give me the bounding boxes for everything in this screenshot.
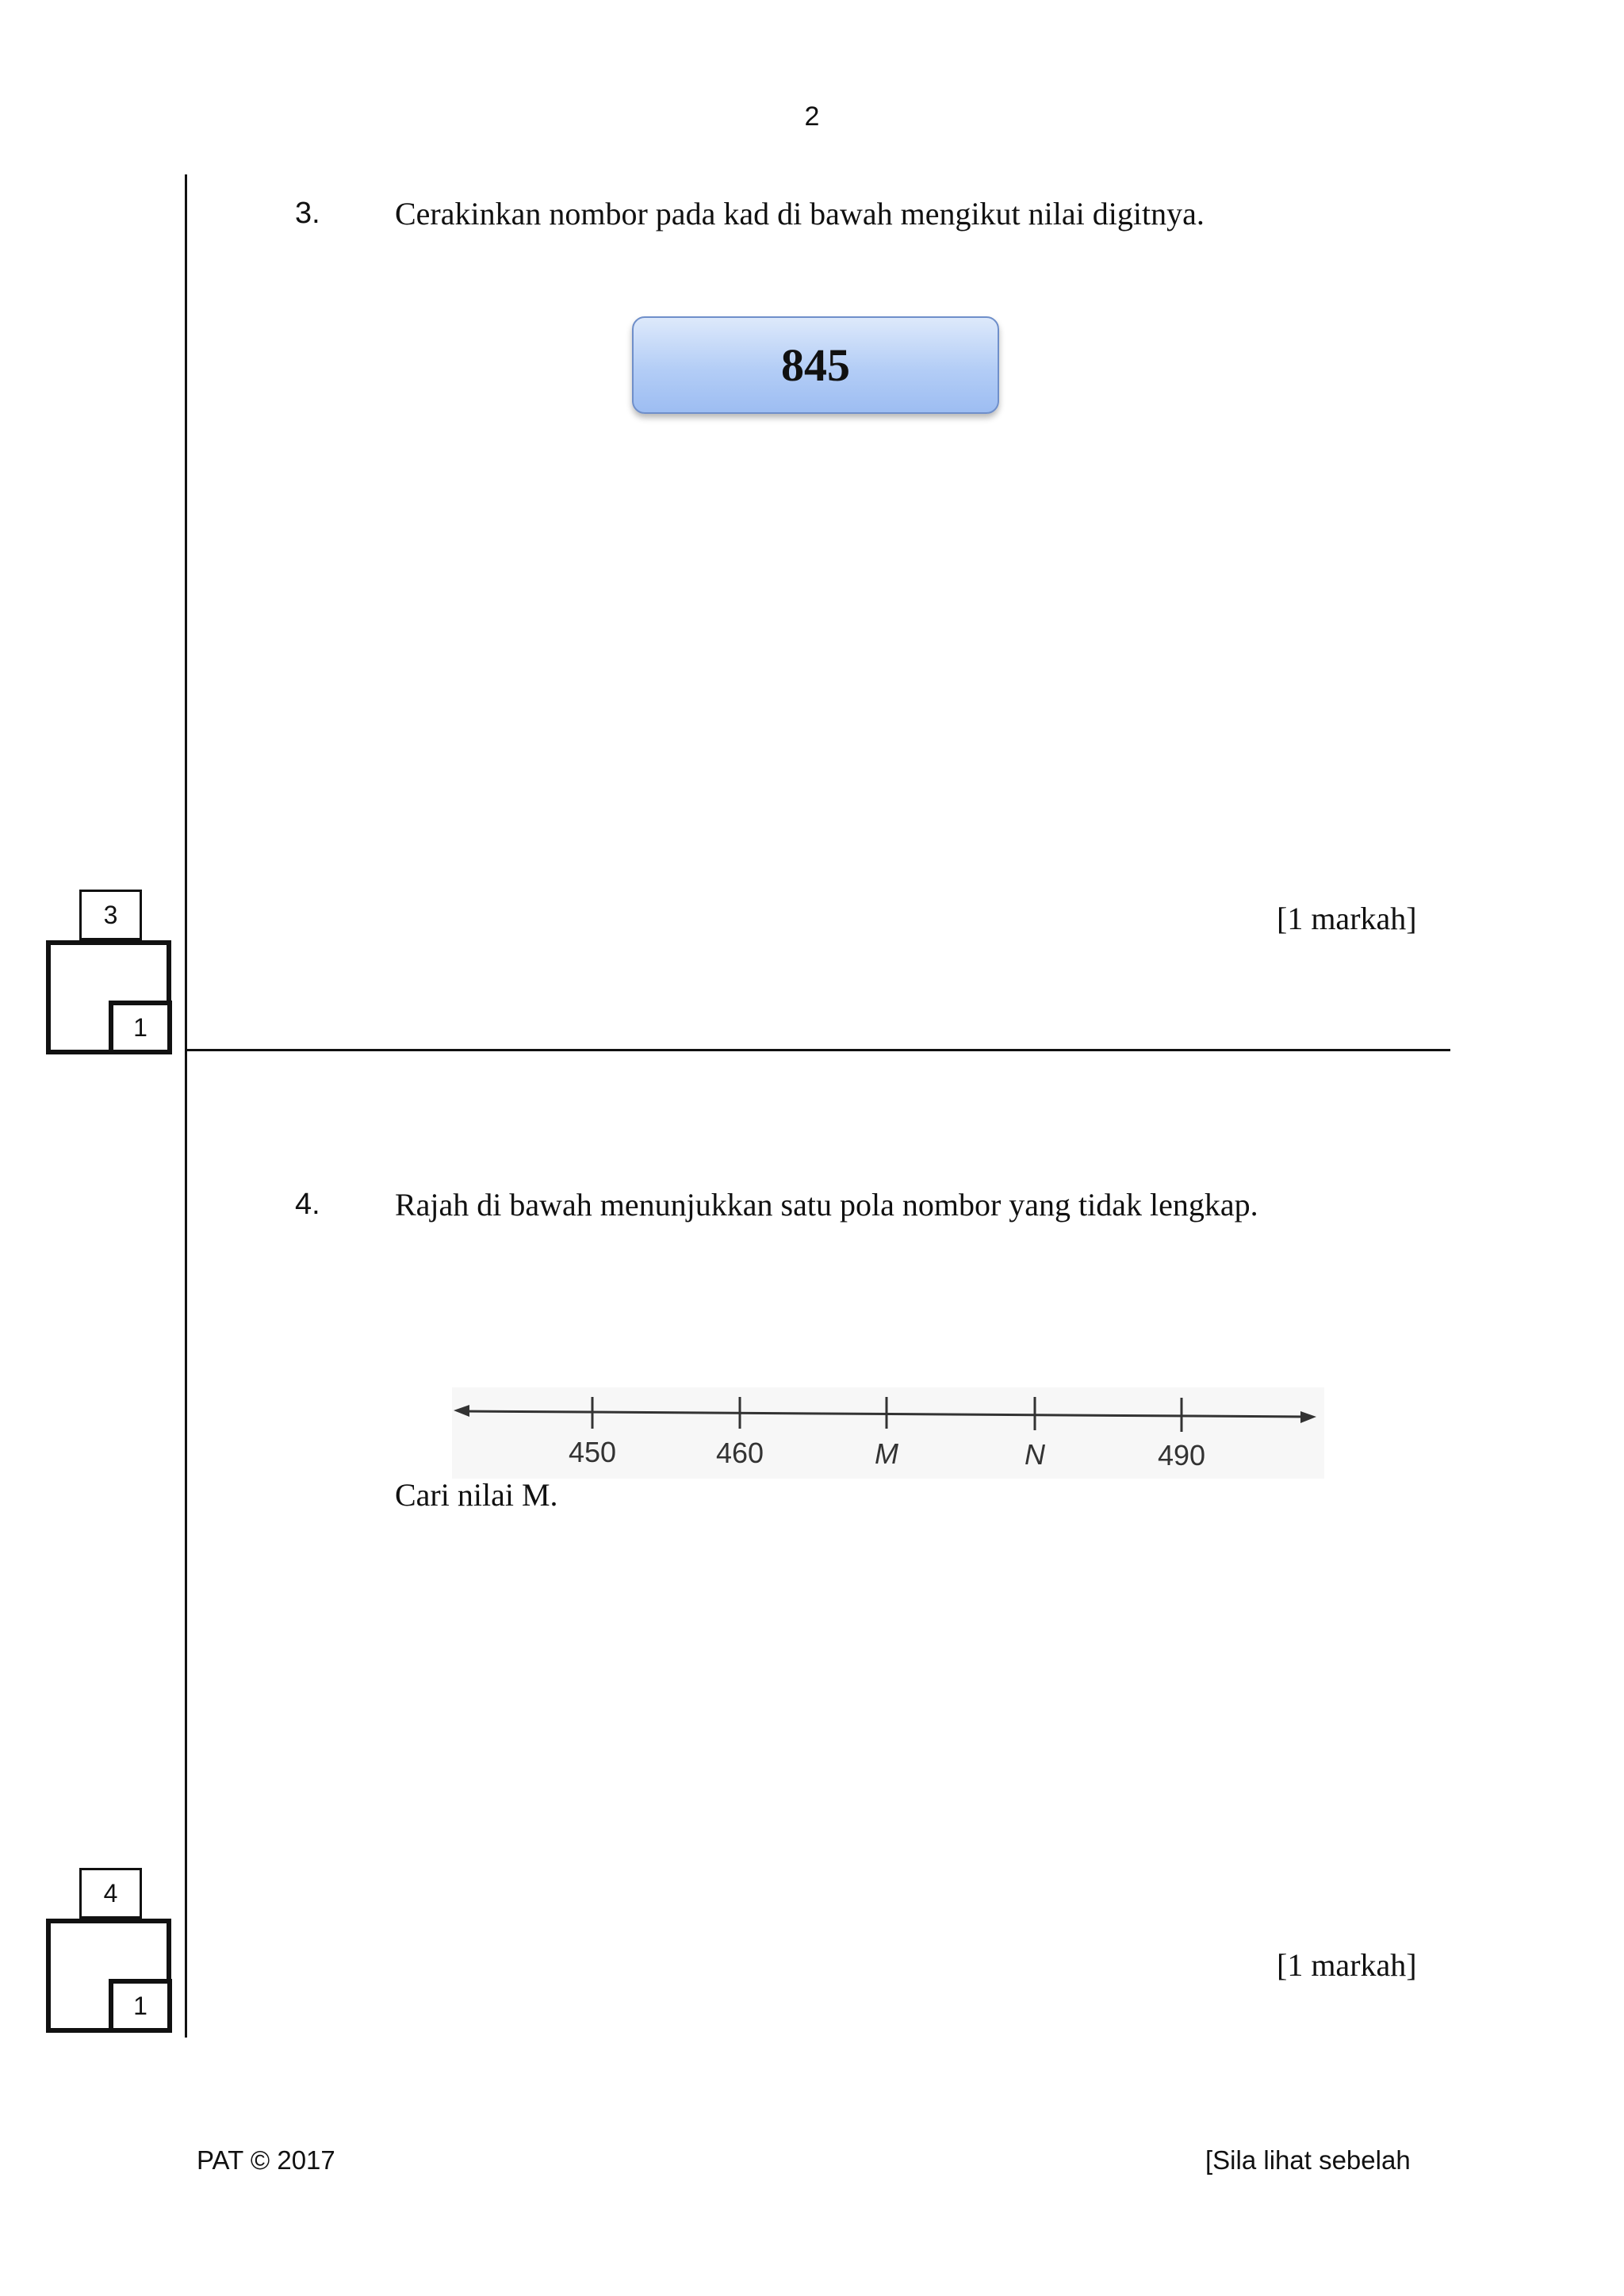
number-line-right-arrow: [1300, 1411, 1316, 1423]
question-4-prompt: Cari nilai M.: [395, 1477, 558, 1513]
label-450: 450: [568, 1436, 617, 1468]
label-490: 490: [1157, 1439, 1206, 1471]
question-3-score-total-label: 1: [133, 1012, 147, 1042]
question-3-score-number: [79, 890, 142, 940]
question-4-score-number-label: 4: [103, 1878, 118, 1908]
label-m: M: [875, 1437, 898, 1470]
question-3-marks: [1 markah]: [1277, 901, 1417, 936]
page-number: 2: [804, 101, 820, 132]
question-3-score-total: [109, 1001, 172, 1054]
question-4-text: Rajah di bawah menunjukkan satu pola nombor yang tidak lengkap.: [395, 1187, 1258, 1223]
question-4-marks: [1 markah]: [1277, 1947, 1417, 1983]
question-3-text: Cerakinkan nombor pada kad di bawah mengikut nilai digitnya.: [395, 196, 1205, 232]
footer-continue: [Sila lihat sebelah: [1205, 2145, 1411, 2175]
number-card-value: 845: [781, 339, 850, 391]
label-460: 460: [715, 1437, 764, 1469]
footer-copyright: PAT © 2017: [197, 2145, 335, 2175]
label-n: N: [1025, 1438, 1045, 1471]
question-4-number: 4.: [295, 1188, 320, 1221]
question-4-score-number: [79, 1868, 142, 1919]
left-margin-line: [185, 174, 187, 2038]
number-line-figure: [452, 1387, 1324, 1479]
section-divider: [186, 1049, 1450, 1051]
number-line-left-arrow: [454, 1405, 469, 1417]
number-card: [632, 316, 999, 414]
question-3-number: 3.: [295, 197, 320, 230]
question-3-score-number-label: 3: [103, 900, 118, 929]
number-line-svg: [452, 1387, 1324, 1479]
question-4-score-total-label: 1: [133, 1991, 147, 2020]
question-4-score-total: [109, 1979, 172, 2033]
